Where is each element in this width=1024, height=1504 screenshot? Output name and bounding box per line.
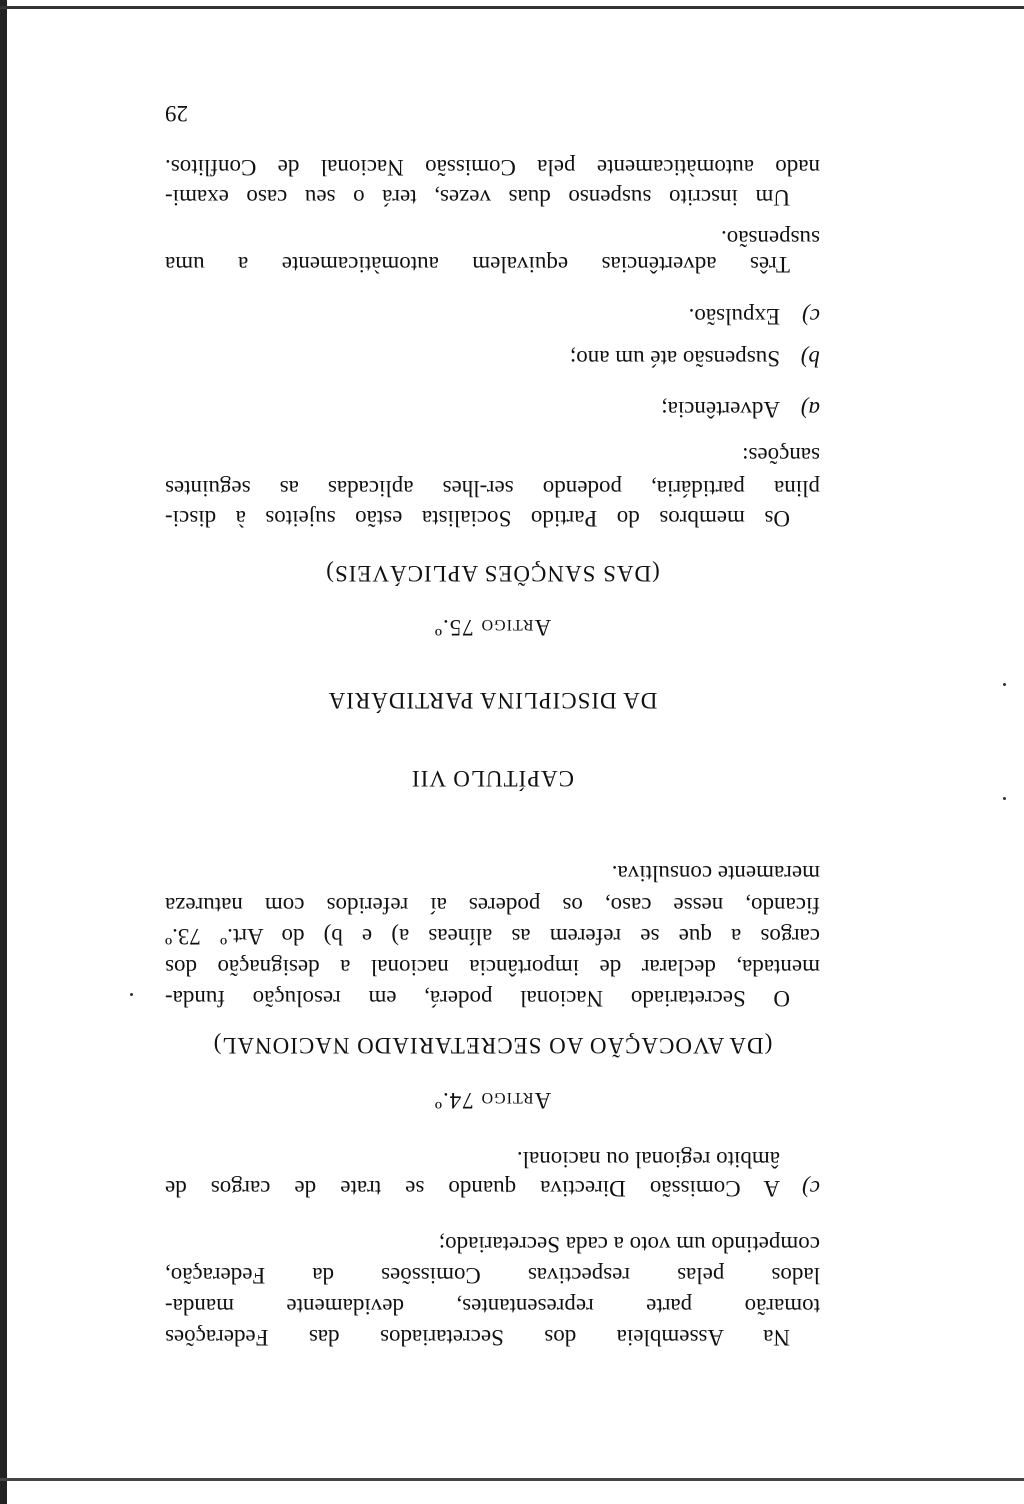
text-line: mentada, declarar de importância nacional a designação dos <box>165 955 820 980</box>
text-line: meramente consultiva. <box>611 861 820 886</box>
list-item: Expulsão. <box>688 304 780 329</box>
text-line: Os membros do Partido Socialista estão sujeitos à disci- <box>165 506 790 531</box>
text-line: suspensão. <box>720 226 820 251</box>
text-line: nado automàticamente pela Comissão Nacional de Conflitos. <box>165 155 820 180</box>
article-74-subtitle: (DA AVOCAÇÃO AO SECRETARIADO NACIONAL) <box>212 1033 773 1058</box>
text-line: Na Assembleia dos Secretariados das Federações <box>165 1325 790 1350</box>
article-75-subtitle: (DAS SANÇÕES APLICÁVEIS) <box>325 561 660 586</box>
list-label: a) <box>800 397 820 422</box>
list-label: b) <box>800 346 820 371</box>
text-line: ficando, nesse caso, os poderes aí referidos com natureza <box>165 893 820 918</box>
article-74-title: Artigo 74.º <box>433 1088 552 1113</box>
text-line: âmbito regional ou nacional. <box>516 1147 780 1172</box>
text-line: competindo um voto a cada Secretariado; <box>438 1232 820 1257</box>
list-label: c) <box>802 304 820 329</box>
article-75-title: Artigo 75.º <box>433 615 552 640</box>
chapter-title: CAPÍTULO VII <box>411 766 574 791</box>
text-line: Um inscrito suspenso duas vezes, terá o seu caso exami- <box>165 185 790 210</box>
text-line: A Comissão Directiva quando se trate de cargos de <box>165 1176 780 1201</box>
list-item: Advertência; <box>661 397 780 422</box>
text-line: Três advertências equivalem automàticamente a uma <box>165 252 790 277</box>
list-item: Suspensão até um ano; <box>569 346 780 371</box>
text-line: O Secretariado Nacional poderá, em resolução funda- <box>165 986 790 1011</box>
text-line: lados pelas respectivas Comissões da Federação, <box>165 1263 820 1288</box>
text-line: plina partidária, podendo ser-lhes aplicadas as seguintes <box>165 476 820 501</box>
text-line: cargos a que se referem as alíneas a) e b) do Art.º 73.º <box>165 924 820 949</box>
text-line: sanções: <box>742 443 820 468</box>
text-line: tomarão parte representantes, devidamente manda- <box>165 1294 820 1319</box>
chapter-subtitle: DA DISCIPLINA PARTIDÁRIA <box>327 688 658 713</box>
list-label: c) <box>802 1176 820 1201</box>
page-number: 29 <box>165 101 188 126</box>
